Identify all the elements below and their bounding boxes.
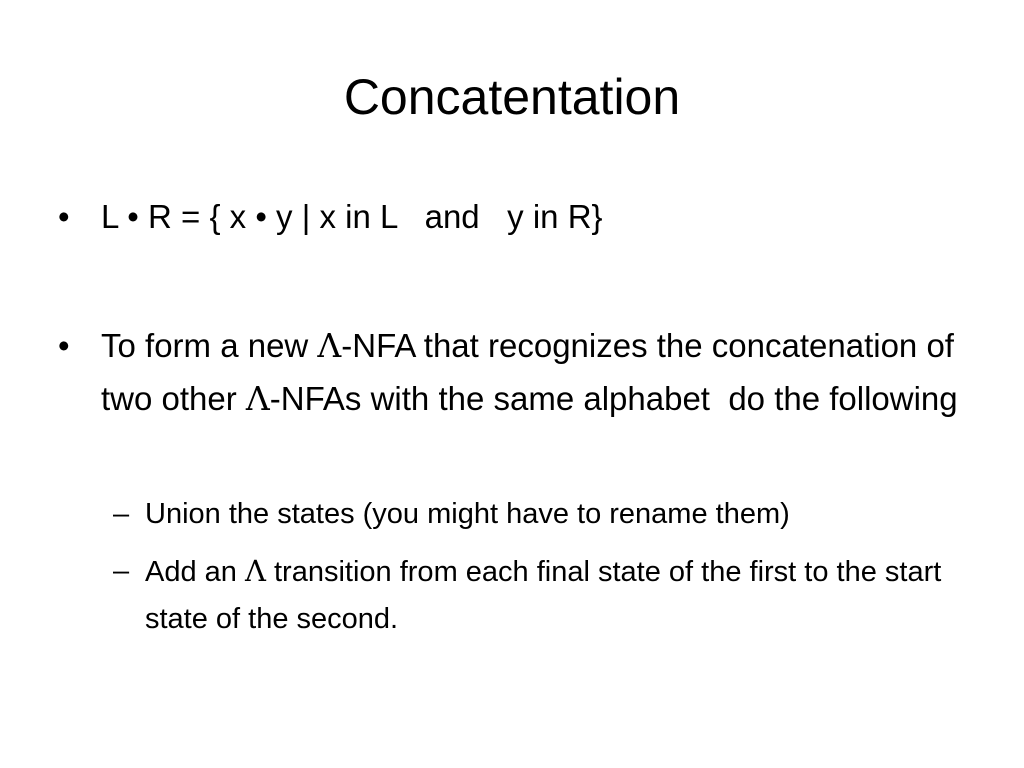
- lambda-symbol: Λ: [317, 326, 342, 365]
- bullet-concatenation-definition: [58, 190, 958, 243]
- sub-bullet-text-part: transition from each final state of the first to the start state of the second.: [145, 556, 942, 635]
- bullet-text: [101, 319, 964, 425]
- slide-title: Concatentation: [343, 69, 681, 125]
- bullet-text-part: To form a new: [101, 327, 318, 364]
- sub-bullet-text: [145, 548, 973, 643]
- bullet-text-part: -NFA that recognizes the concatenation of two other: [101, 327, 964, 417]
- lambda-symbol: Λ: [244, 554, 266, 588]
- sub-bullet-marker: –: [113, 498, 130, 530]
- bullet-text-part: -NFAs with the same alphabet do the following: [269, 380, 958, 417]
- sub-bullet-text: Union the states (you might have to rename them): [145, 498, 790, 530]
- bullet-marker: •: [58, 198, 70, 235]
- bullet-text: L • R = { x • y | x in L and y in R}: [101, 198, 603, 235]
- bullet-marker: •: [58, 327, 70, 364]
- sub-bullet-text-part: Add an: [145, 556, 245, 588]
- sub-bullet-union-states: [113, 491, 973, 538]
- lambda-symbol: Λ: [245, 379, 270, 418]
- sub-bullet-add-lambda-transition: [113, 548, 973, 642]
- sub-bullet-marker: –: [113, 555, 130, 587]
- bullet-form-new-nfa: [58, 319, 964, 479]
